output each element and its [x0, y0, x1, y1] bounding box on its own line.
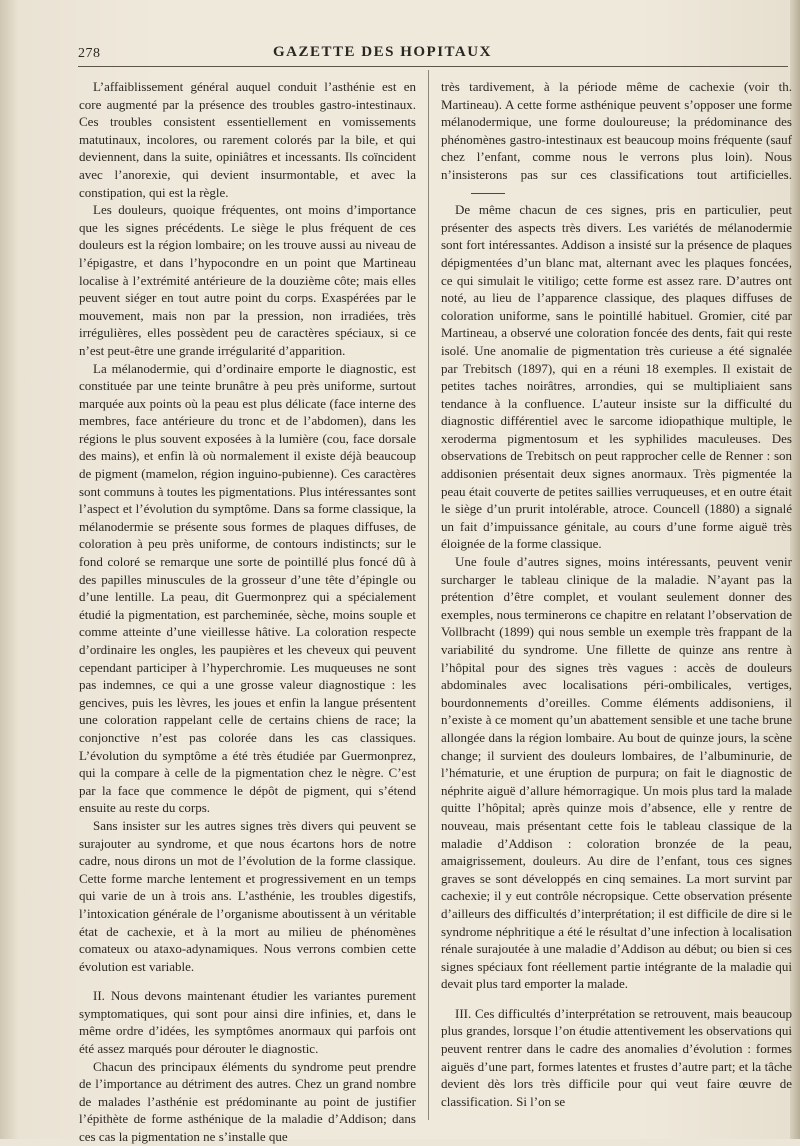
left-paragraph-6: Chacun des principaux éléments du syndrome peut prendre de l’importance au détriment des autres. Chez un grand nombre de malades l’asthénie est prédominante au point de justifier l’épithète de forme asthénique de la maladie d’Addison; dans ces cas la pigmentation ne s’installe que [79, 1058, 416, 1145]
left-paragraph-3: La mélanodermie, qui d’ordinaire emporte le diagnostic, est constituée par une teinte brunâtre à peu près uniforme, surtout marquée aux points où la peau est plus délicate (face interne des membres, face antérieure du tronc et de l’abdomen), dans les régions le plus souvent exposées à la lumière (cou, face dorsale des mains), et enfin là où normalement il existe déjà beaucoup de pigment (mamelon, région inguino-pubienne). Ces caractères sont communs à toutes les pigmentations. Plus intéressantes sont l’aspect et l’évolution du symptôme. Dans sa forme classique, la mélanodermie se présente sous formes de plaques diffuses, de coloration à peu près uniforme, de contours indistincts; sur le fond coloré se remarque une sorte de pointillé plus foncé dû à des papilles minuscules de la grosseur d’une tête d’épingle ou d’une lentille. La peau, dit Guermonprez qui a spécialement étudié la pigmentation, est parcheminée, sèche, moins souple et comme atteinte d’une vieillesse hâtive. La coloration respecte d’ordinaire les ongles, les paupières et les cheveux qui peuvent cependant participer à l’hyperchromie. Les muqueuses ne sont pas indemnes, ce qui a une grosse valeur diagnostique : les gencives, puis les lèvres, les joues et enfin la langue présentent une coloration rappelant celle de certains chiens de race; la conjonctive n’est pas colorée dans les cas classiques. L’évolution du symptôme a été très étudiée par Guermonprez, qui la compare à celle de la pigmentation chez le nègre. C’est par la face que commence le dépôt de pigment, qui s’étend ensuite au reste du corps. [79, 360, 416, 816]
right-paragraph-4: III. Ces difficultés d’interprétation se retrouvent, mais beaucoup plus grandes, lorsque l’on étudie attentivement les observations qui peuvent rentrer dans le cadre des anomalies d’évolution : formes aiguës d’une part, formes latentes et frustes d’autre part; et la tâche devient dès lors très difficile pour qui veut faire œuvre de classification. Si l’on se [441, 1005, 792, 1109]
page-header [78, 44, 790, 66]
right-paragraph-1-text: très tardivement, à la période même de cachexie (voir th. Martineau). A cette forme asthénique peuvent s’opposer une forme mélanodermique, une forme douloureuse; la prédominance des phénomènes gastro-intestinaux est beaucoup moins fréquente (sauf chez l’enfant, comme nous le verrons plus loin). Nous n’insisterons pas sur ces classifications tout artificielles. [441, 79, 792, 182]
left-paragraph-5: II. Nous devons maintenant étudier les variantes purement symptomatiques, qui sont pour ainsi dire infinies, et, dans le même ordre d’idées, les symptômes anormaux qui parfois ont été assez marqués pour dérouter le diagnostic. [79, 988, 416, 1057]
right-column [441, 78, 792, 1110]
page-number: 278 [78, 46, 101, 61]
page-left-edge [0, 0, 18, 1139]
left-column [79, 78, 416, 1146]
left-paragraph-4: Sans insister sur les autres signes très divers qui peuvent se surajouter au syndrome, et que nous écartons hors de notre cadre, nous dirons un mot de l’évolution de la forme classique. Cette forme marche lentement et progressivement en un temps qui varie de un à trois ans. L’asthénie, les troubles digestifs, l’intoxication générale de l’organisme aboutissent à un véritable état de cachexie, et à la mort au milieu de phénomènes comateux ou ataxo-adynamiques. Nous verrons combien cette évolution est variable. [79, 817, 416, 974]
left-paragraph-2: Les douleurs, quoique fréquentes, ont moins d’importance que les signes précédents. Le siège le plus fréquent de ces douleurs est la région lombaire; on les trouve aussi au niveau de l’épigastre, et dans l’hypocondre en un point que Martineau localise à l’extrémité antérieure de la douzième côte; mais elles peuvent siéger en tout autre point du corps. Exaspérées par le mouvement, mais non par la pression, non irradiées, très irrégulières, elles possèdent peu de caractères spéciaux, si ce n’est peut-être une grande irrégularité d’apparition. [79, 202, 416, 358]
header-rule [78, 66, 788, 67]
right-paragraph-1 [441, 78, 792, 201]
left-paragraph-1: L’affaiblissement général auquel conduit l’asthénie est en core augmenté par la présence des troubles gastro-intestinaux. Ces troubles consistent essentiellement en vomissements matutinaux, incolores, ou rarement colorés par la bile, et qui deviennent, dans la suite, opiniâtres et incessants. Ils coïncident avec l’anorexie, qui devient insurmontable, et avec la constipation, qui est la règle. [79, 79, 416, 200]
section-separator [471, 193, 505, 194]
column-divider [428, 70, 429, 1120]
running-head: GAZETTE DES HOPITAUX [273, 44, 492, 60]
right-paragraph-2: De même chacun de ces signes, pris en particulier, peut présenter des aspects très divers. Les variétés de mélanodermie sont fort intéressantes. Addison a insisté sur la présence de plaques dépigmentées d’un blanc mat, alternant avec les plaques foncées, ce qui simulait le vitiligo; cette forme est assez rare. D’autres ont noté, au lieu de l’apparence classique, des plaques diffuses de coloration uniforme, sans le pointillé habituel. Gromier, cité par Martineau, a observé une coloration foncée des dents, fait qui reste isolé. Une anomalie de pigmentation très curieuse a été signalée par Trebitsch (1897), qui en a réuni 18 exemples. Il existait de petites taches noirâtres, arrondies, qui se multipliaient sans tendance à la confluence. L’auteur insiste sur la difficulté du diagnostic différentiel avec le sarcome idiopathique multiple, le xeroderma pigmentosum et les syphilides maculeuses. Des observations de Trebitsch on peut rapprocher celle de Renner : son addisonien présentait deux signes anormaux. Très pigmentée la peau était couverte de petites saillies verruqueuses, et en outre était le siège d’un prurit intolérable, atroce. Councell (1880) a signalé un fait d’impuissance génitale, au cours d’une forme aiguë très éloignée de la forme classique. [441, 202, 792, 552]
right-paragraph-3: Une foule d’autres signes, moins intéressants, peuvent venir surcharger le tableau clinique de la maladie. N’ayant pas la prétention d’être complet, et voulant seulement donner des exemples, nous terminerons ce chapitre en relatant l’observation de Vollbracht (1899) qui nous semble un exemple très frappant de la variabilité du syndrome. Une fillette de quinze ans rentre à l’hôpital pour des signes très vagues : accès de douleurs abdominales avec localisations péri-ombilicales, vertiges, bourdonnements d’oreilles. Comme éléments addisoniens, il n’existe à ce moment qu’un abattement sensible et une tache brune allongée dans la région lombaire. Au bout de quinze jours, la scène change; il survient des douleurs lombaires, de l’albuminurie, de l’hématurie, et une éruption de purpura; on fait le diagnostic de néphrite aiguë d’allure hémorragique. Un mois plus tard la malade quitte l’hôpital; après quinze mois d’absence, elle y rentre de nouveau, mais présentant cette fois le tableau classique de la maladie d’Addison : coloration bronzée de la peau, amaigrissement, douleurs. Au dire de l’enfant, tous ces signes graves se sont développés en cinq semaines. La mort survint par cachexie; il y eut contrôle nécropsique. Cette observation présente d’ailleurs des difficultés d’interprétation; il est difficile de dire si le syndrome néphritique a été le résultat d’une infection à localisation rénale surajoutée à une maladie d’Addison au début; ou bien si ces signes spéciaux font réellement partie intégrante de la maladie qui devait plus tard emporter la malade. [441, 554, 792, 992]
